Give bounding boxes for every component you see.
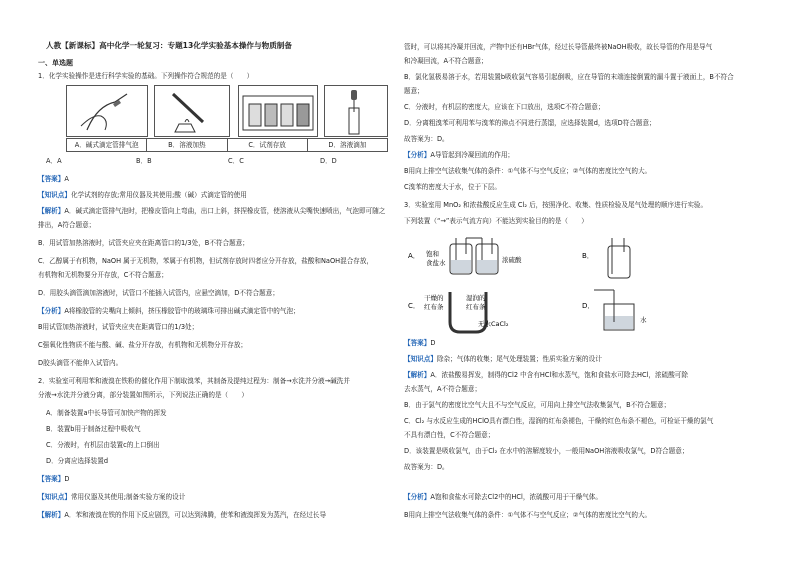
- label-c: C．: [408, 302, 420, 310]
- fig-c-label-3: 湿润的: [466, 294, 486, 302]
- q3-answer: 【答案】D: [404, 339, 436, 347]
- r-line-7: 故答案为：D。: [404, 135, 449, 143]
- q3-stem-1: 3．实验室用 MnO₂ 和浓盐酸反应生成 Cl₂ 后，按照净化、收集、性质检验及尾气处理的顺序进行实验。: [404, 201, 708, 209]
- r-line-2: 和冷凝回流，A不符合题意；: [404, 57, 488, 65]
- q2-analysis: 【解析】A．苯和液溴在铁的作用下反应剧烈，可以达到沸腾，使苯和液溴挥发为蒸汽，在经过长导: [38, 511, 327, 519]
- q1-answer: 【答案】A: [38, 175, 69, 183]
- fig-a-label-3: 浓硫酸: [502, 256, 522, 264]
- fig-c-label-1: 干燥的: [424, 294, 444, 302]
- r-summary-1: 【分析】A导管起到冷凝回流的作用；: [404, 151, 515, 159]
- caption-d: D．溶液滴加: [328, 141, 367, 149]
- heating-drawing: [155, 86, 229, 136]
- q3-analysis-d: D．该装置是吸收氯气，由于Cl₂ 在水中的溶解度较小，一般用NaOH溶液吸收氯气，D符合题意；: [404, 447, 689, 455]
- option-a: A．A: [46, 157, 62, 165]
- q2-option-d: D．分离应选择装置d: [46, 457, 109, 465]
- figure-reagent-storage: [238, 85, 318, 137]
- storage-drawing: [239, 86, 317, 136]
- q1-summary-a: 【分析】A将橡胶管的尖嘴向上倾斜，挤压橡胶管中的玻璃珠可排出碱式滴定管中的气泡；: [38, 307, 300, 315]
- q1-analysis-d: D．用胶头滴管滴加溶液时，试管口不能插入试管内，应悬空滴加，D不符合题意；: [38, 289, 279, 297]
- fig-a-label-2: 食盐水: [426, 259, 446, 267]
- q2-knowledge: 【知识点】常用仪器及其使用;制备实验方案的设计: [38, 493, 186, 501]
- fig-c-label-5: 无水CaCl₂: [478, 320, 509, 328]
- r-line-5: C．分液时，有机层的密度大，应该在下口放出，选项C不符合题意；: [404, 103, 605, 111]
- q1-summary-c: C强氧化性物质不能与酸、碱、盐分开存放，有机物和无机物分开存放；: [38, 341, 248, 349]
- caption-b: B．溶液加热: [147, 139, 227, 151]
- q3-knowledge: 【知识点】除杂；气体的收集；尾气处理装置；性质实验方案的设计: [404, 355, 602, 363]
- q3-summary-a: 【分析】A饱和食盐水可除去Cl2中的HCl，浓硫酸可用于干燥气体。: [404, 493, 602, 501]
- q3-summary-b: B用向上排空气法收集气体的条件：①气体不与空气反应；②气体的密度比空气的大。: [404, 511, 652, 519]
- r-summary-3: C溴苯的密度大于水，位于下层。: [404, 183, 501, 191]
- option-b: B．B: [136, 157, 152, 165]
- fig-c-label-2: 红布条: [424, 303, 444, 311]
- r-summary-2: B用向上排空气法收集气体的条件：①气体不与空气反应；②气体的密度比空气的大。: [404, 167, 652, 175]
- q2-stem-2: 分液→水洗并分液分离，部分装置如图所示，下列说法正确的是（ ）: [38, 391, 248, 399]
- q2-option-a: A．制备装置a中长导管可加快产物的挥发: [46, 409, 167, 417]
- caption-a: A．碱式滴定管排气泡: [67, 139, 147, 151]
- q2-option-c: C．分液时，有机层由装置c的上口倒出: [46, 441, 160, 449]
- q1-analysis-c2: 有机物和无机物要分开存放，C不符合题意；: [38, 271, 168, 279]
- burette-drawing: [67, 86, 147, 136]
- page-title: 人教【新课标】高中化学一轮复习：专题13化学实验基本操作与物质制备: [46, 41, 292, 50]
- q2-answer: 【答案】D: [38, 475, 70, 483]
- q1-analysis-b: B．用试管加热溶液时，试管夹应夹在距离管口的1/3处，B不符合题意；: [38, 239, 249, 247]
- fig-a-label-1: 饱和: [426, 250, 439, 258]
- q1-analysis-a: 【解析】A．碱式滴定管排气泡时，把橡皮管向上弯曲，出口上斜，挤捏橡皮管，使溶液从尖嘴快速喷出，气泡即可随之: [38, 207, 386, 215]
- figure-heating: [154, 85, 230, 137]
- q2-option-b: B．装置b用于制备过程中吸收气: [46, 425, 141, 433]
- dropper-drawing: [325, 86, 387, 136]
- caption-c: C．试剂存放: [228, 139, 308, 151]
- label-a: A．: [408, 252, 420, 260]
- q1-summary-d: D胶头滴管不能伸入试管内。: [38, 359, 123, 367]
- q3-analysis-a: 【解析】A．浓盐酸易挥发，制得的Cl2 中含有HCl和水蒸气，饱和食盐水可除去HCl，浓硫酸可除: [404, 371, 688, 379]
- q3-analysis-c2: 不具有漂白性，C不符合题意；: [404, 431, 495, 439]
- fig-d-label: 水: [640, 316, 647, 324]
- r-line-6: D．分离粗溴苯可利用苯与溴苯的沸点不同进行蒸馏，应选择装置d，选项D符合题意；: [404, 119, 656, 127]
- q1-analysis-a2: 排出，A符合题意；: [38, 221, 96, 229]
- option-c: C．C: [228, 157, 244, 165]
- q2-stem-1: 2．实验室可利用苯和液溴在铁粉的催化作用下制取溴苯，其制备及提纯过程为：制备→水洗并分液→碱洗并: [38, 377, 350, 385]
- q3-analysis-a2: 去水蒸气，A不符合题意；: [404, 385, 482, 393]
- q3-conclusion: 故答案为：D。: [404, 463, 449, 471]
- label-b: B．: [582, 252, 594, 260]
- figure-captions: [66, 138, 388, 152]
- r-line-1: 管时，可以将其冷凝并回流，产物中还有HBr气体，经过长导管最终被NaOH吸收，故长导管的作用是导气: [404, 43, 713, 51]
- q1-summary-b: B用试管加热溶液时，试管夹应夹在距离管口的1/3处；: [38, 323, 199, 331]
- section-heading: 一、单选题: [38, 59, 73, 67]
- figure-burette: [66, 85, 148, 137]
- q3-analysis-b: B．由于氯气的密度比空气大且不与空气反应，可用向上排空气法收集氯气，B不符合题意；: [404, 401, 671, 409]
- r-line-3: B．氯化氢极易溶于水，若用装置b吸收氯气容易引起倒吸，应在导管的末端连接倒置的漏斗置于液面上，B不符合: [404, 73, 734, 81]
- option-d: D．D: [320, 157, 337, 165]
- q3-apparatus-figure: [404, 234, 764, 336]
- q1-stem: 1．化学实验操作是进行科学实验的基础。下列操作符合规范的是（ ）: [38, 72, 254, 80]
- q3-analysis-c: C．Cl₂ 与水反应生成的HClO具有漂白性，湿润的红布条褪色，干燥的红色布条不褪色，可检证干燥的氯气: [404, 417, 714, 425]
- q1-analysis-c: C．乙醇属于有机物，NaOH 属于无机物，苯属于有机物，但试剂存放时四者应分开存放，盐酸和NaOH混合存放，: [38, 257, 374, 265]
- q1-knowledge: 【知识点】化学试剂的存放;常用仪器及其使用;酸（碱）式滴定管的使用: [38, 191, 247, 199]
- fig-c-label-4: 红布条: [466, 303, 486, 311]
- r-line-4: 题意；: [404, 87, 424, 95]
- label-d: D．: [582, 302, 595, 310]
- q3-stem-2: 下列装置（“→”表示气流方向）不能达到实验目的的是（ ）: [404, 217, 588, 225]
- figure-dropper: [324, 85, 388, 137]
